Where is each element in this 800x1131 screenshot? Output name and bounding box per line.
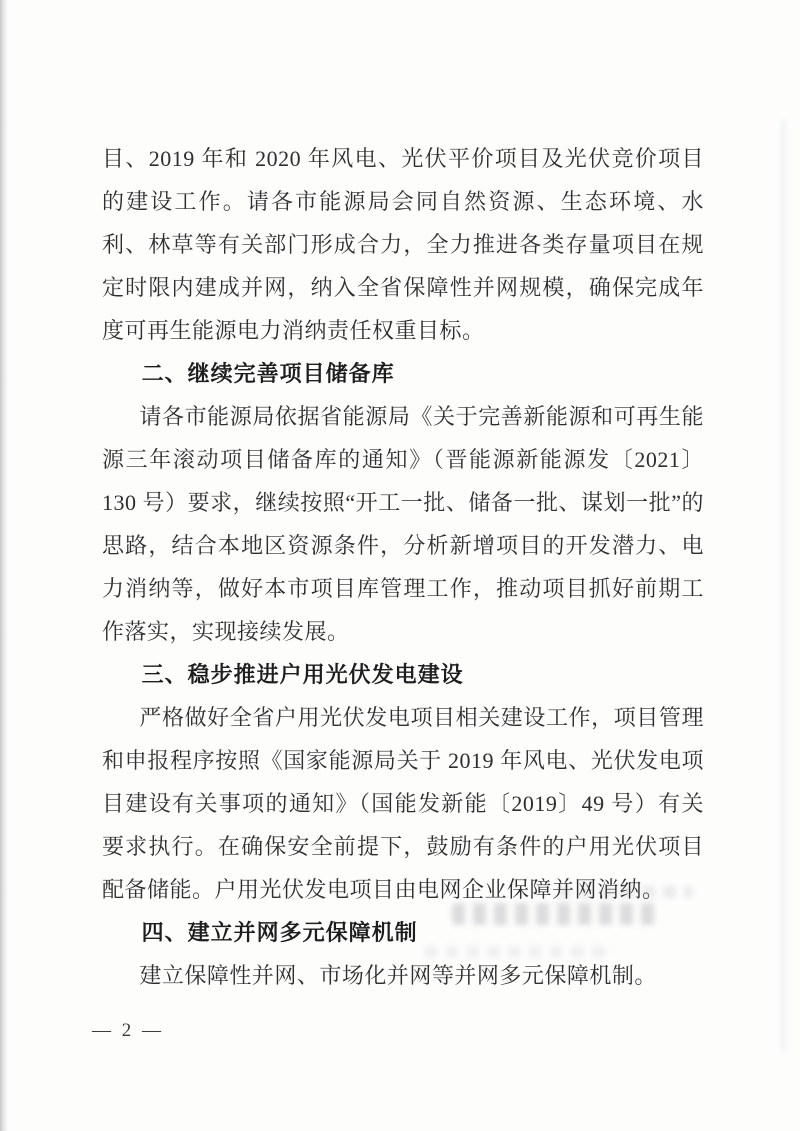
body-paragraph-continuation: 目、2019 年和 2020 年风电、光伏平价项目及光伏竞价项目的建设工作。请各市能源局会同自然资源、生态环境、水利、林草等有关部门形成合力，全力推进各类存量项目在规定时限内建成并网，纳入全省保障性并网规模，确保完成年度可再生能源电力消纳责任权重目标。 <box>102 146 704 343</box>
section-heading-3: 三、稳步推进户用光伏发电建设 <box>141 662 464 687</box>
scan-edge-shadow <box>0 0 8 1131</box>
body-paragraph-section-4: 建立保障性并网、市场化并网等并网多元保障机制。 <box>139 963 657 988</box>
scan-streak-artifact <box>781 120 786 1051</box>
ink-bleedthrough-artifact <box>558 886 693 898</box>
section-heading-2: 二、继续完善项目储备库 <box>141 361 395 386</box>
body-paragraph-section-2: 请各市能源局依据省能源局《关于完善新能源和可再生能源三年滚动项目储备库的通知》（晋能源新能源发〔2021〕130 号）要求，继续按照“开工一批、储备一批、谋划一批”的思路，结合本地区资源条件，分析新增项目的开发潜力、电力消纳等，做好本市项目库管理工作，推动项目抓好前期工作落实，实现接续发展。 <box>102 404 704 644</box>
ink-bleedthrough-artifact <box>424 946 614 958</box>
document-body <box>102 137 704 997</box>
body-paragraph-section-3: 严格做好全省户用光伏发电项目相关建设工作，项目管理和申报程序按照《国家能源局关于 2019 年风电、光伏发电项目建设有关事项的通知》（国能发新能〔2019〕49 号）有关要求执行。在确保安全前提下，鼓励有条件的户用光伏项目配备储能。户用光伏发电项目由电网企业保障并网消纳。 <box>102 705 704 902</box>
section-heading-4: 四、建立并网多元保障机制 <box>141 920 418 945</box>
ink-bleedthrough-artifact <box>452 903 657 925</box>
page-number: — 2 — <box>92 1020 164 1041</box>
